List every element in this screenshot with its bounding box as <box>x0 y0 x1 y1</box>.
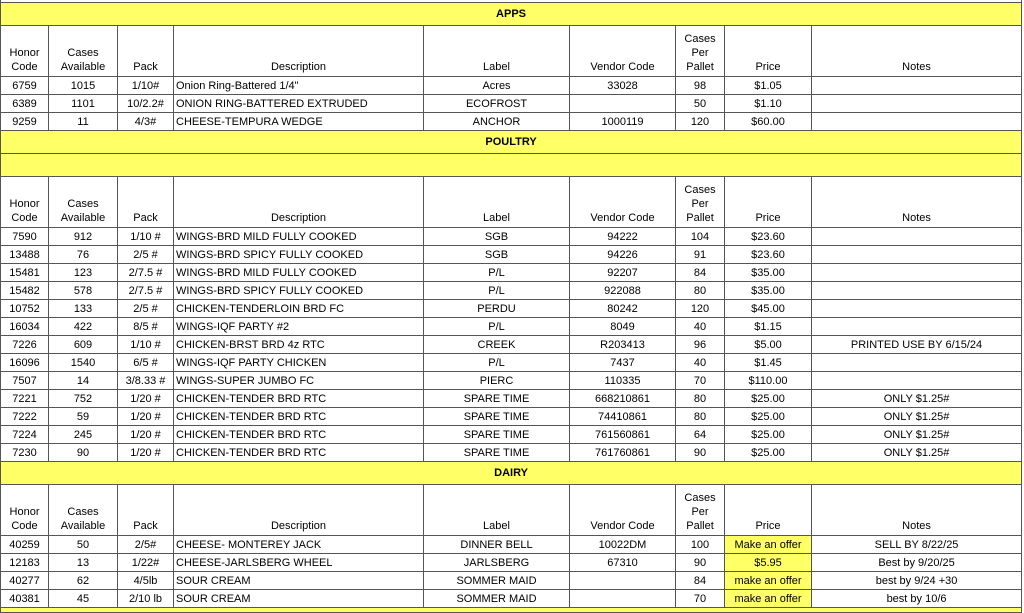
column-header: Vendor Code <box>570 485 676 536</box>
label-cell: P/L <box>424 354 570 372</box>
notes-cell <box>812 246 1022 264</box>
vendor-code-cell: 80242 <box>570 300 676 318</box>
cases-per-pallet-cell: 70 <box>676 590 725 608</box>
notes-cell: PRINTED USE BY 6/15/24 <box>812 336 1022 354</box>
column-header: Cases Per Pallet <box>676 26 725 77</box>
vendor-code-cell: 10022DM <box>570 536 676 554</box>
honor-code-cell: 7590 <box>1 228 49 246</box>
cases-per-pallet-cell: 84 <box>676 264 725 282</box>
honor-code-cell: 7222 <box>1 408 49 426</box>
honor-code-cell: 40259 <box>1 536 49 554</box>
cases-available-cell: 11 <box>49 113 118 131</box>
vendor-code-cell: 8049 <box>570 318 676 336</box>
label-cell: JARLSBERG <box>424 554 570 572</box>
table-row <box>1 408 1022 426</box>
vendor-code-cell: 761760861 <box>570 444 676 462</box>
vendor-code-cell: 761560861 <box>570 426 676 444</box>
vendor-code-cell <box>570 95 676 113</box>
pack-cell: 4/3# <box>118 113 174 131</box>
label-cell: ECOFROST <box>424 95 570 113</box>
vendor-code-cell: 92207 <box>570 264 676 282</box>
column-header: Cases Available <box>49 26 118 77</box>
vendor-code-cell: 74410861 <box>570 408 676 426</box>
pack-cell: 1/20 # <box>118 426 174 444</box>
table-row <box>1 554 1022 572</box>
sheet-body <box>1 0 1022 613</box>
column-header: Price <box>725 26 812 77</box>
honor-code-cell: 40277 <box>1 572 49 590</box>
notes-cell <box>812 318 1022 336</box>
label-cell: ANCHOR <box>424 113 570 131</box>
cases-per-pallet-cell: 120 <box>676 113 725 131</box>
pack-cell: 2/7.5 # <box>118 282 174 300</box>
price-cell: $5.95 <box>725 554 812 572</box>
table-row <box>1 77 1022 95</box>
bottom-band-row <box>1 608 1022 613</box>
description-cell: WINGS-IQF PARTY CHICKEN <box>174 354 424 372</box>
pack-cell: 10/2.2# <box>118 95 174 113</box>
notes-cell <box>812 264 1022 282</box>
label-cell: SOMMER MAID <box>424 590 570 608</box>
section-band <box>1 154 1022 177</box>
cases-available-cell: 1101 <box>49 95 118 113</box>
honor-code-cell: 40381 <box>1 590 49 608</box>
price-cell: $5.00 <box>725 336 812 354</box>
column-header: Description <box>174 26 424 77</box>
notes-cell <box>812 77 1022 95</box>
description-cell: SOUR CREAM <box>174 572 424 590</box>
price-cell: $25.00 <box>725 426 812 444</box>
notes-cell <box>812 300 1022 318</box>
table-row <box>1 228 1022 246</box>
notes-cell: best by 9/24 +30 <box>812 572 1022 590</box>
honor-code-cell: 15481 <box>1 264 49 282</box>
description-cell: CHEESE- MONTEREY JACK <box>174 536 424 554</box>
table-row <box>1 426 1022 444</box>
pack-cell: 2/7.5 # <box>118 264 174 282</box>
column-header: Label <box>424 177 570 228</box>
cases-available-cell: 90 <box>49 444 118 462</box>
pack-cell: 2/5 # <box>118 300 174 318</box>
section-band-row <box>1 154 1022 177</box>
vendor-code-cell: 110335 <box>570 372 676 390</box>
cases-per-pallet-cell: 80 <box>676 282 725 300</box>
honor-code-cell: 13488 <box>1 246 49 264</box>
label-cell: PERDU <box>424 300 570 318</box>
description-cell: WINGS-IQF PARTY #2 <box>174 318 424 336</box>
price-cell: $23.60 <box>725 246 812 264</box>
label-cell: SOMMER MAID <box>424 572 570 590</box>
column-header: Notes <box>812 26 1022 77</box>
label-cell: SPARE TIME <box>424 426 570 444</box>
label-cell: SPARE TIME <box>424 444 570 462</box>
description-cell: CHICKEN-TENDERLOIN BRD FC <box>174 300 424 318</box>
cases-per-pallet-cell: 80 <box>676 408 725 426</box>
cases-available-cell: 45 <box>49 590 118 608</box>
cases-per-pallet-cell: 70 <box>676 372 725 390</box>
cases-available-cell: 752 <box>49 390 118 408</box>
price-cell: $1.15 <box>725 318 812 336</box>
description-cell: WINGS-BRD SPICY FULLY COOKED <box>174 246 424 264</box>
pack-cell: 3/8.33 # <box>118 372 174 390</box>
section-title-row <box>1 131 1022 154</box>
cases-available-cell: 912 <box>49 228 118 246</box>
column-header: Cases Per Pallet <box>676 177 725 228</box>
table-row <box>1 246 1022 264</box>
column-header: Price <box>725 485 812 536</box>
price-cell: make an offer <box>725 590 812 608</box>
column-header: Label <box>424 26 570 77</box>
honor-code-cell: 16096 <box>1 354 49 372</box>
price-cell: $1.45 <box>725 354 812 372</box>
honor-code-cell: 12183 <box>1 554 49 572</box>
table-row <box>1 354 1022 372</box>
column-header: Vendor Code <box>570 177 676 228</box>
description-cell: CHEESE-JARLSBERG WHEEL <box>174 554 424 572</box>
column-header: Honor Code <box>1 485 49 536</box>
notes-cell <box>812 354 1022 372</box>
column-header: Label <box>424 485 570 536</box>
table-row <box>1 318 1022 336</box>
vendor-code-cell: 33028 <box>570 77 676 95</box>
cases-per-pallet-cell: 104 <box>676 228 725 246</box>
cases-available-cell: 245 <box>49 426 118 444</box>
cases-per-pallet-cell: 84 <box>676 572 725 590</box>
column-header: Honor Code <box>1 26 49 77</box>
column-header: Notes <box>812 177 1022 228</box>
price-cell: $25.00 <box>725 390 812 408</box>
description-cell: CHICKEN-TENDER BRD RTC <box>174 444 424 462</box>
label-cell: SPARE TIME <box>424 408 570 426</box>
price-cell: $25.00 <box>725 444 812 462</box>
vendor-code-cell: 1000119 <box>570 113 676 131</box>
table-row <box>1 572 1022 590</box>
honor-code-cell: 10752 <box>1 300 49 318</box>
pack-cell: 1/22# <box>118 554 174 572</box>
cases-available-cell: 1540 <box>49 354 118 372</box>
label-cell: PIERC <box>424 372 570 390</box>
description-cell: SOUR CREAM <box>174 590 424 608</box>
vendor-code-cell: 922088 <box>570 282 676 300</box>
table-row <box>1 282 1022 300</box>
description-cell: WINGS-BRD MILD FULLY COOKED <box>174 264 424 282</box>
vendor-code-cell: 94226 <box>570 246 676 264</box>
description-cell: WINGS-SUPER JUMBO FC <box>174 372 424 390</box>
honor-code-cell: 7230 <box>1 444 49 462</box>
honor-code-cell: 6389 <box>1 95 49 113</box>
column-header: Pack <box>118 485 174 536</box>
column-header: Vendor Code <box>570 26 676 77</box>
description-cell: CHICKEN-TENDER BRD RTC <box>174 426 424 444</box>
table-row <box>1 336 1022 354</box>
cases-per-pallet-cell: 50 <box>676 95 725 113</box>
cases-available-cell: 59 <box>49 408 118 426</box>
cases-available-cell: 123 <box>49 264 118 282</box>
notes-cell: ONLY $1.25# <box>812 408 1022 426</box>
label-cell: P/L <box>424 318 570 336</box>
column-header: Pack <box>118 177 174 228</box>
pack-cell: 1/10 # <box>118 228 174 246</box>
price-cell: $25.00 <box>725 408 812 426</box>
price-cell: $110.00 <box>725 372 812 390</box>
column-header-row <box>1 26 1022 77</box>
cases-available-cell: 422 <box>49 318 118 336</box>
vendor-code-cell: 7437 <box>570 354 676 372</box>
cases-available-cell: 13 <box>49 554 118 572</box>
notes-cell: ONLY $1.25# <box>812 390 1022 408</box>
column-header: Notes <box>812 485 1022 536</box>
price-cell: $35.00 <box>725 264 812 282</box>
price-cell: make an offer <box>725 572 812 590</box>
table-row <box>1 264 1022 282</box>
pack-cell: 2/10 lb <box>118 590 174 608</box>
cases-available-cell: 609 <box>49 336 118 354</box>
honor-code-cell: 7224 <box>1 426 49 444</box>
column-header: Honor Code <box>1 177 49 228</box>
cases-available-cell: 14 <box>49 372 118 390</box>
label-cell: CREEK <box>424 336 570 354</box>
price-cell: $35.00 <box>725 282 812 300</box>
cases-available-cell: 50 <box>49 536 118 554</box>
table-row <box>1 300 1022 318</box>
pack-cell: 1/20 # <box>118 408 174 426</box>
pack-cell: 1/10# <box>118 77 174 95</box>
table-row <box>1 113 1022 131</box>
section-title-row <box>1 462 1022 485</box>
label-cell: P/L <box>424 282 570 300</box>
notes-cell <box>812 113 1022 131</box>
column-header-row <box>1 177 1022 228</box>
table-row <box>1 95 1022 113</box>
pack-cell: 8/5 # <box>118 318 174 336</box>
honor-code-cell: 15482 <box>1 282 49 300</box>
column-header: Cases Available <box>49 177 118 228</box>
cases-per-pallet-cell: 40 <box>676 318 725 336</box>
vendor-code-cell: 94222 <box>570 228 676 246</box>
section-title: DAIRY <box>1 462 1022 485</box>
price-cell: Make an offer <box>725 536 812 554</box>
description-cell: WINGS-BRD SPICY FULLY COOKED <box>174 282 424 300</box>
table-row <box>1 372 1022 390</box>
price-cell: $1.10 <box>725 95 812 113</box>
column-header: Description <box>174 177 424 228</box>
price-cell: $23.60 <box>725 228 812 246</box>
cases-per-pallet-cell: 90 <box>676 554 725 572</box>
cases-per-pallet-cell: 64 <box>676 426 725 444</box>
description-cell: CHICKEN-TENDER BRD RTC <box>174 390 424 408</box>
table-row <box>1 590 1022 608</box>
column-header: Pack <box>118 26 174 77</box>
notes-cell <box>812 95 1022 113</box>
pack-cell: 2/5 # <box>118 246 174 264</box>
notes-cell <box>812 372 1022 390</box>
cases-available-cell: 76 <box>49 246 118 264</box>
price-cell: $45.00 <box>725 300 812 318</box>
section-title: POULTRY <box>1 131 1022 154</box>
cases-per-pallet-cell: 90 <box>676 444 725 462</box>
pack-cell: 6/5 # <box>118 354 174 372</box>
column-header: Cases Available <box>49 485 118 536</box>
cases-available-cell: 62 <box>49 572 118 590</box>
table-row <box>1 444 1022 462</box>
cases-per-pallet-cell: 98 <box>676 77 725 95</box>
table-row <box>1 390 1022 408</box>
cases-available-cell: 1015 <box>49 77 118 95</box>
cases-per-pallet-cell: 80 <box>676 390 725 408</box>
description-cell: CHICKEN-TENDER BRD RTC <box>174 408 424 426</box>
cases-per-pallet-cell: 40 <box>676 354 725 372</box>
vendor-code-cell: R203413 <box>570 336 676 354</box>
column-header: Price <box>725 177 812 228</box>
notes-cell: Best by 9/20/25 <box>812 554 1022 572</box>
vendor-code-cell: 67310 <box>570 554 676 572</box>
description-cell: ONION RING-BATTERED EXTRUDED <box>174 95 424 113</box>
price-cell: $60.00 <box>725 113 812 131</box>
description-cell: CHEESE-TEMPURA WEDGE <box>174 113 424 131</box>
description-cell: CHICKEN-BRST BRD 4z RTC <box>174 336 424 354</box>
honor-code-cell: 7226 <box>1 336 49 354</box>
pack-cell: 1/20 # <box>118 390 174 408</box>
honor-code-cell: 9259 <box>1 113 49 131</box>
honor-code-cell: 6759 <box>1 77 49 95</box>
pack-cell: 1/20 # <box>118 444 174 462</box>
label-cell: SGB <box>424 246 570 264</box>
notes-cell: ONLY $1.25# <box>812 426 1022 444</box>
label-cell: Acres <box>424 77 570 95</box>
honor-code-cell: 7507 <box>1 372 49 390</box>
notes-cell <box>812 228 1022 246</box>
notes-cell <box>812 282 1022 300</box>
cases-per-pallet-cell: 96 <box>676 336 725 354</box>
cases-per-pallet-cell: 91 <box>676 246 725 264</box>
cases-per-pallet-cell: 120 <box>676 300 725 318</box>
honor-code-cell: 16034 <box>1 318 49 336</box>
bottom-band <box>1 608 1022 613</box>
notes-cell: ONLY $1.25# <box>812 444 1022 462</box>
label-cell: DINNER BELL <box>424 536 570 554</box>
notes-cell: best by 10/6 <box>812 590 1022 608</box>
description-cell: WINGS-BRD MILD FULLY COOKED <box>174 228 424 246</box>
column-header: Cases Per Pallet <box>676 485 725 536</box>
table-row <box>1 536 1022 554</box>
pack-cell: 4/5lb <box>118 572 174 590</box>
honor-code-cell: 7221 <box>1 390 49 408</box>
cases-available-cell: 133 <box>49 300 118 318</box>
description-cell: Onion Ring-Battered 1/4" <box>174 77 424 95</box>
label-cell: P/L <box>424 264 570 282</box>
column-header: Description <box>174 485 424 536</box>
column-header-row <box>1 485 1022 536</box>
vendor-code-cell: 668210861 <box>570 390 676 408</box>
pack-cell: 1/10 # <box>118 336 174 354</box>
label-cell: SPARE TIME <box>424 390 570 408</box>
vendor-code-cell <box>570 572 676 590</box>
section-title-row <box>1 3 1022 26</box>
section-title: APPS <box>1 3 1022 26</box>
cases-per-pallet-cell: 100 <box>676 536 725 554</box>
label-cell: SGB <box>424 228 570 246</box>
pack-cell: 2/5# <box>118 536 174 554</box>
notes-cell: SELL BY 8/22/25 <box>812 536 1022 554</box>
vendor-code-cell <box>570 590 676 608</box>
cases-available-cell: 578 <box>49 282 118 300</box>
price-cell: $1.05 <box>725 77 812 95</box>
